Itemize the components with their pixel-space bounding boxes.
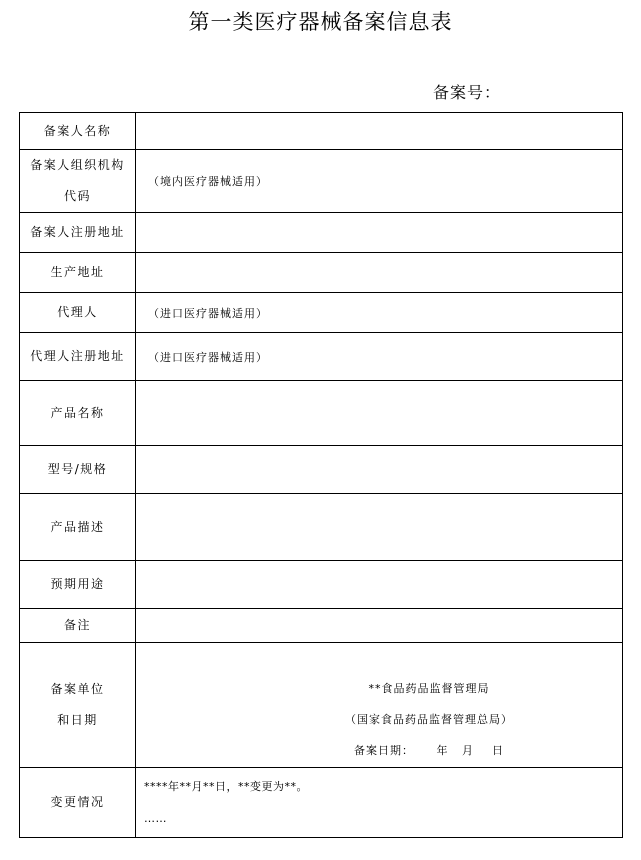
registrant-name-field[interactable] <box>136 113 623 150</box>
registrant-address-field[interactable] <box>136 213 623 253</box>
production-address-field[interactable] <box>136 253 623 293</box>
table-row <box>20 561 623 609</box>
product-name-field[interactable] <box>136 381 623 446</box>
filing-date: 备案日期： 年 月 日 <box>354 743 504 757</box>
intended-use-field[interactable] <box>136 561 623 609</box>
agent-field[interactable]: （进口医疗器械适用） <box>136 293 623 333</box>
table-row <box>20 293 623 333</box>
table-row <box>20 609 623 643</box>
registration-info-table <box>19 112 623 838</box>
table-row <box>20 381 623 446</box>
row-label-organization-code <box>20 150 136 213</box>
row-label-agent-address: 代理人注册地址 <box>20 333 136 381</box>
filing-authority-name: **食品药品监督管理局 <box>368 681 490 695</box>
remarks-field[interactable] <box>136 609 623 643</box>
table-row <box>20 494 623 561</box>
filing-unit-label-line1: 备案单位 <box>50 682 105 696</box>
table-row <box>20 333 623 381</box>
organization-code-label-line2: 代码 <box>63 189 91 203</box>
agent-address-field[interactable]: （进口医疗器械适用） <box>136 333 623 381</box>
organization-code-label-line1: 备案人组织机构 <box>30 158 125 172</box>
row-label-agent: 代理人 <box>20 293 136 333</box>
filing-unit-date-cell <box>136 643 623 768</box>
table-row <box>20 213 623 253</box>
organization-code-field[interactable]: （境内医疗器械适用） <box>136 150 623 213</box>
form-title: 第一类医疗器械备案信息表 <box>188 10 453 34</box>
table-row <box>20 150 623 213</box>
row-label-production-address: 生产地址 <box>20 253 136 293</box>
record-number-label: 备案号： <box>433 83 502 102</box>
change-history-more: …… <box>144 811 167 825</box>
row-label-filing-unit-date <box>20 643 136 768</box>
product-description-field[interactable] <box>136 494 623 561</box>
row-label-registrant-name: 备案人名称 <box>20 113 136 150</box>
row-label-product-name: 产品名称 <box>20 381 136 446</box>
filing-unit-label-line2: 和日期 <box>57 713 98 727</box>
row-label-model-spec: 型号/规格 <box>20 446 136 494</box>
table-row <box>20 113 623 150</box>
row-label-registrant-address: 备案人注册地址 <box>20 213 136 253</box>
row-label-remarks: 备注 <box>20 609 136 643</box>
table-row <box>20 253 623 293</box>
filing-authority-parent: （国家食品药品监督管理总局） <box>345 712 513 726</box>
table-row <box>20 768 623 838</box>
table-row <box>20 446 623 494</box>
change-history-cell <box>136 768 623 838</box>
row-label-intended-use: 预期用途 <box>20 561 136 609</box>
model-spec-field[interactable] <box>136 446 623 494</box>
change-history-entry: ****年**月**日，**变更为**。 <box>144 779 308 793</box>
row-label-change-history: 变更情况 <box>20 768 136 838</box>
table-row <box>20 643 623 768</box>
row-label-product-description: 产品描述 <box>20 494 136 561</box>
